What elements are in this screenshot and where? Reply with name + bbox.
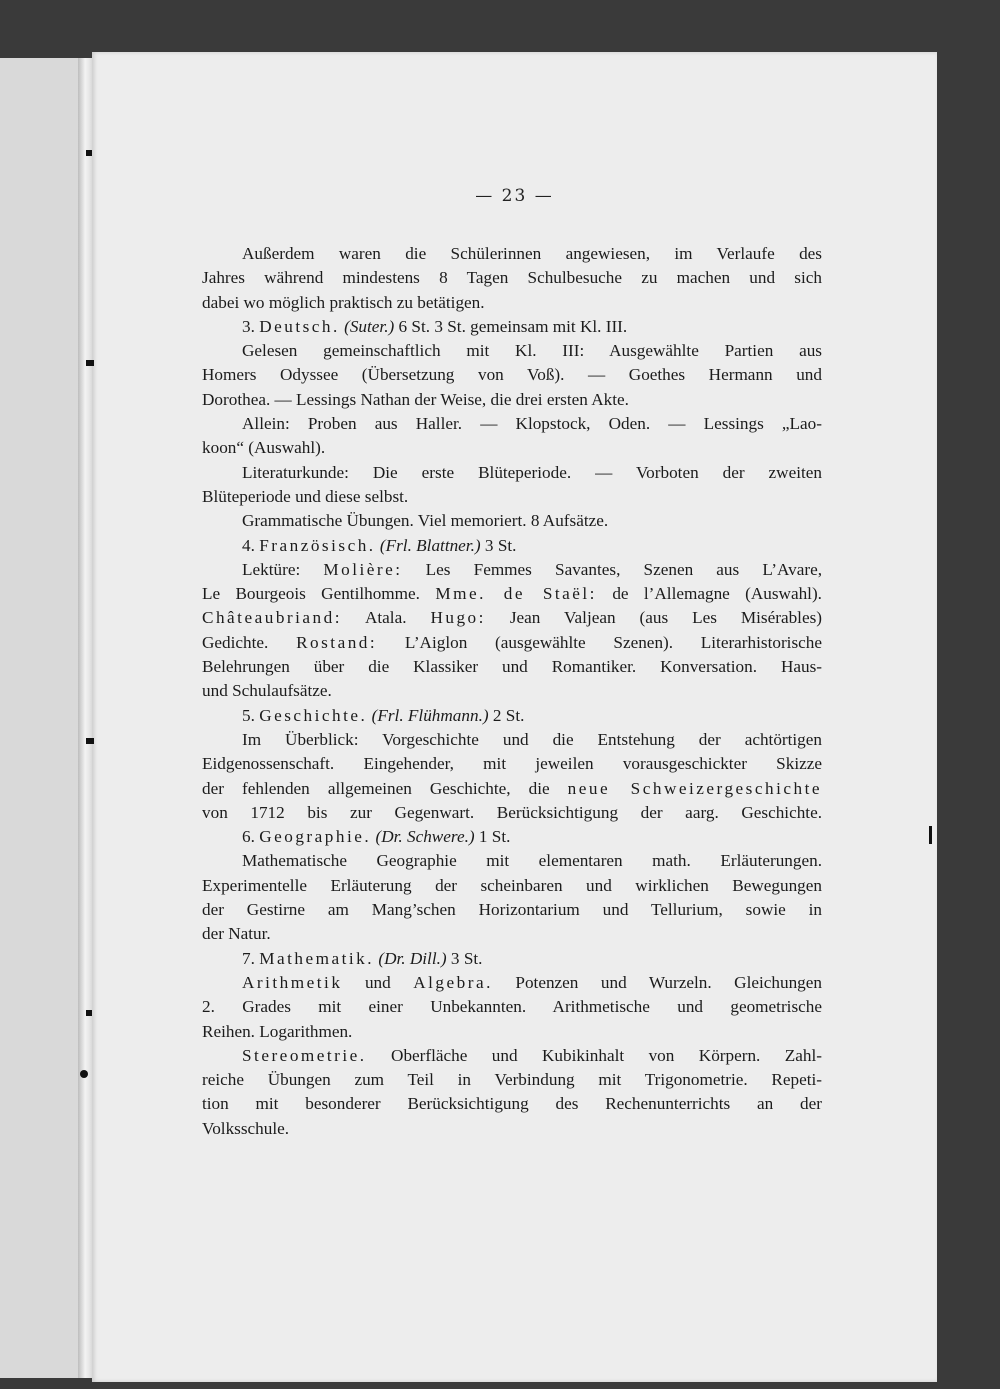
text-run: Grammatische Übungen. Viel memoriert. 8 Aufsätze. — [242, 511, 609, 531]
text-run: Mme. de Staël: — [435, 584, 597, 604]
text-run: (Frl. Flühmann.) — [371, 705, 489, 725]
text-line — [202, 777, 822, 801]
text-run: (Frl. Blattner.) — [379, 535, 481, 555]
text-line — [202, 1044, 822, 1068]
text-run: dabei wo möglich praktisch zu betätigen. — [202, 292, 485, 312]
text-run: Gelesen gemeinschaftlich mit Kl. III: Ausgewählte Partien aus — [242, 341, 822, 361]
text-run: und Schulaufsätze. — [202, 681, 332, 701]
text-run: koon“ (Auswahl). — [202, 438, 326, 458]
text-run: de l’Allemagne (Auswahl). — [596, 584, 822, 604]
text-line — [202, 412, 822, 436]
text-run: neue Schweizergeschichte — [567, 778, 822, 798]
text-run: und — [342, 972, 414, 992]
text-run: Französisch. — [259, 535, 376, 555]
text-run: 5. — [242, 705, 260, 725]
text-run: Atala. — [342, 608, 431, 628]
text-run: Châteaubriand: — [202, 608, 342, 628]
margin-mark — [86, 738, 94, 744]
text-run: Les Femmes Savantes, Szenen aus L’Avare, — [402, 559, 822, 579]
text-run: Geographie. — [259, 827, 372, 847]
text-line — [202, 801, 822, 825]
text-run: Eidgenossenschaft. Eingehender, mit jeweilen vorausgeschickter Skizze — [202, 754, 822, 774]
margin-mark — [86, 1010, 92, 1016]
text-line — [202, 266, 822, 290]
text-line — [202, 655, 822, 679]
text-line — [202, 704, 822, 728]
text-run: Literaturkunde: Die erste Blüteperiode. — Vorboten der zweiten — [242, 462, 822, 482]
text-line — [202, 849, 822, 873]
text-run: Arithmetik — [242, 972, 343, 992]
text-run: Außerdem waren die Schülerinnen angewiesen, im Verlaufe des — [242, 244, 822, 263]
text-run: der fehlenden allgemeinen Geschichte, die — [202, 778, 568, 798]
left-page-edge — [0, 58, 82, 1378]
text-line — [202, 485, 822, 509]
text-run: Blüteperiode und diese selbst. — [202, 486, 409, 506]
text-line — [202, 922, 822, 946]
text-run: 2 St. — [488, 705, 525, 725]
text-run: Im Überblick: Vorgeschichte und die Entstehung der achtörtigen — [242, 729, 822, 749]
text-line — [202, 388, 822, 412]
text-run: 1 St. — [474, 827, 511, 847]
text-line — [202, 631, 822, 655]
text-run: (Suter.) — [344, 316, 395, 336]
text-line — [202, 315, 822, 339]
text-run: 3 St. — [446, 948, 483, 968]
text-run: tion mit besonderer Berücksichtigung des Rechenunterrichts an der — [202, 1094, 822, 1114]
text-line — [202, 242, 822, 266]
text-run: Reihen. Logarithmen. — [202, 1021, 353, 1041]
margin-mark — [80, 1070, 88, 1078]
text-run: Jean Valjean (aus Les Misérables) — [485, 608, 822, 628]
text-run: 4. — [242, 535, 260, 555]
text-line — [202, 825, 822, 849]
text-line — [202, 947, 822, 971]
text-line — [202, 509, 822, 533]
text-line — [202, 1092, 822, 1116]
text-line — [202, 728, 822, 752]
text-line — [202, 874, 822, 898]
text-run: Allein: Proben aus Haller. — Klopstock, Oden. — Lessings „Lao- — [242, 414, 822, 434]
text-run: Geschichte. — [259, 705, 368, 725]
text-run: Volksschule. — [202, 1118, 290, 1138]
text-run: von 1712 bis zur Gegenwart. Berücksichtigung der aarg. Geschichte. — [202, 802, 822, 822]
text-run: Mathematik. — [259, 948, 375, 968]
text-run: Potenzen und Wurzeln. Gleichungen — [492, 972, 822, 992]
text-line — [202, 339, 822, 363]
text-line — [202, 1020, 822, 1044]
text-run: Oberfläche und Kubikinhalt von Körpern. Zahl- — [366, 1045, 822, 1065]
text-line — [202, 898, 822, 922]
text-run: Mathematische Geographie mit elementaren math. Erläuterungen. — [242, 851, 822, 871]
text-run: Le Bourgeois Gentilhomme. — [202, 584, 436, 604]
text-run: 6. — [242, 827, 260, 847]
document-page — [92, 52, 937, 1382]
text-run: Algebra. — [413, 972, 493, 992]
text-run: der Natur. — [202, 924, 271, 944]
text-run: 3. — [242, 316, 260, 336]
margin-mark — [86, 150, 92, 156]
text-line — [202, 971, 822, 995]
text-line — [202, 752, 822, 776]
text-run: Lektüre: — [242, 559, 324, 579]
text-line — [202, 606, 822, 630]
text-run: L’Aiglon (ausgewählte Szenen). Literarhistorische — [377, 632, 822, 652]
text-run: Rostand: — [296, 632, 378, 652]
text-line — [202, 436, 822, 460]
text-run: Stereometrie. — [242, 1045, 367, 1065]
text-run: (Dr. Dill.) — [378, 948, 447, 968]
text-run: 2. Grades mit einer Unbekannten. Arithmetische und geometrische — [202, 997, 822, 1017]
text-run: Hugo: — [430, 608, 486, 628]
text-line — [202, 291, 822, 315]
text-line — [202, 995, 822, 1019]
text-line — [202, 1117, 822, 1141]
text-line — [202, 363, 822, 387]
text-run: Dorothea. — Lessings Nathan der Weise, die drei ersten Akte. — [202, 389, 629, 409]
text-line — [202, 1068, 822, 1092]
text-run: (Dr. Schwere.) — [375, 827, 475, 847]
text-run: Molière: — [323, 559, 403, 579]
text-run: 6 St. 3 St. gemeinsam mit Kl. III. — [394, 316, 628, 336]
text-line — [202, 558, 822, 582]
text-run: Deutsch. — [259, 316, 340, 336]
margin-mark — [929, 826, 932, 844]
text-run: Homers Odyssee (Übersetzung von Voß). — Goethes Hermann und — [202, 365, 822, 385]
text-line — [202, 461, 822, 485]
text-run: reiche Übungen zum Teil in Verbindung mit Trigonometrie. Repeti- — [202, 1070, 822, 1090]
text-run: Jahres während mindestens 8 Tagen Schulbesuche zu machen und sich — [202, 268, 822, 288]
margin-mark — [86, 360, 94, 366]
text-line — [202, 534, 822, 558]
text-run: Experimentelle Erläuterung der scheinbaren und wirklichen Bewegungen — [202, 875, 822, 895]
body-text — [202, 242, 822, 1141]
text-run: 7. — [242, 948, 260, 968]
text-line — [202, 582, 822, 606]
text-run: Gedichte. — [202, 632, 297, 652]
page-number: — 23 — — [475, 186, 554, 206]
text-run: 3 St. — [480, 535, 517, 555]
text-line — [202, 679, 822, 703]
text-run: der Gestirne am Mang’schen Horizontarium und Tellurium, sowie in — [202, 900, 822, 920]
text-run: Belehrungen über die Klassiker und Romantiker. Konversation. Haus- — [202, 657, 822, 677]
